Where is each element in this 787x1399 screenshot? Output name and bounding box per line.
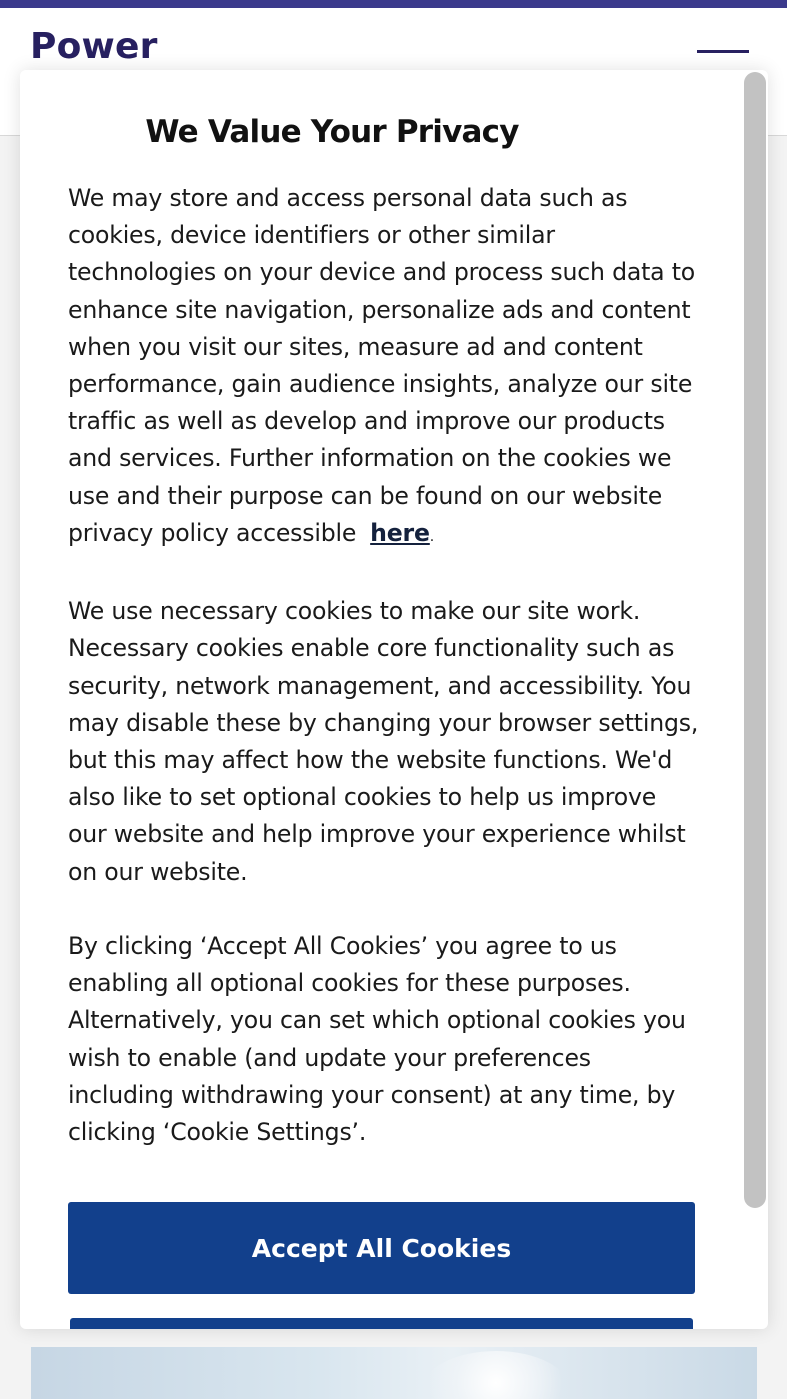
cookie-paragraph-storage — [68, 180, 700, 556]
cookie-modal-body — [68, 180, 700, 1188]
site-logo[interactable]: Power — [30, 26, 158, 67]
link-period: . — [429, 528, 435, 545]
cookie-paragraph-storage-text: We may store and access personal data such as cookies, device identifiers or other similar technologies on your device and process such data to enhance site navigation, personalize ads and content when you visit our sites, measure ad and content performance, gain audience insights, analyze our site traffic as well as develop and improve our products and services. Further information on the cookies we use and their purpose can be found on our website privacy policy accessible — [68, 184, 695, 547]
hamburger-menu-icon[interactable] — [697, 50, 749, 54]
cookie-paragraph-consent: By clicking ‘Accept All Cookies’ you agree to us enabling all optional cookies for these purposes. Alternatively, you can set which optional cookies you wish to enable (and update your preferences including withdrawing your consent) at any time, by clicking ‘Cookie Settings’. — [68, 932, 686, 1147]
modal-scrollbar-thumb[interactable] — [744, 72, 766, 1208]
cookie-consent-modal — [20, 70, 768, 1329]
cookie-paragraph-necessary: We use necessary cookies to make our site work. Necessary cookies enable core functionality such as security, network management, and accessibility. You may disable these by changing your browser settings, but this may affect how the website functions. We'd also like to set optional cookies to help us improve our website and help improve your experience whilst on our website. — [68, 597, 699, 886]
cookie-settings-button[interactable] — [70, 1318, 693, 1329]
cookie-modal-content[interactable] — [20, 70, 768, 1329]
cookie-modal-title: We Value Your Privacy — [145, 114, 519, 150]
privacy-policy-link[interactable]: here — [370, 518, 430, 547]
top-accent-stripe — [0, 0, 787, 8]
hero-image — [31, 1347, 757, 1399]
cloud-shape — [421, 1351, 571, 1399]
menu-icon-bar — [697, 50, 749, 53]
accept-all-cookies-button[interactable]: Accept All Cookies — [68, 1202, 695, 1294]
